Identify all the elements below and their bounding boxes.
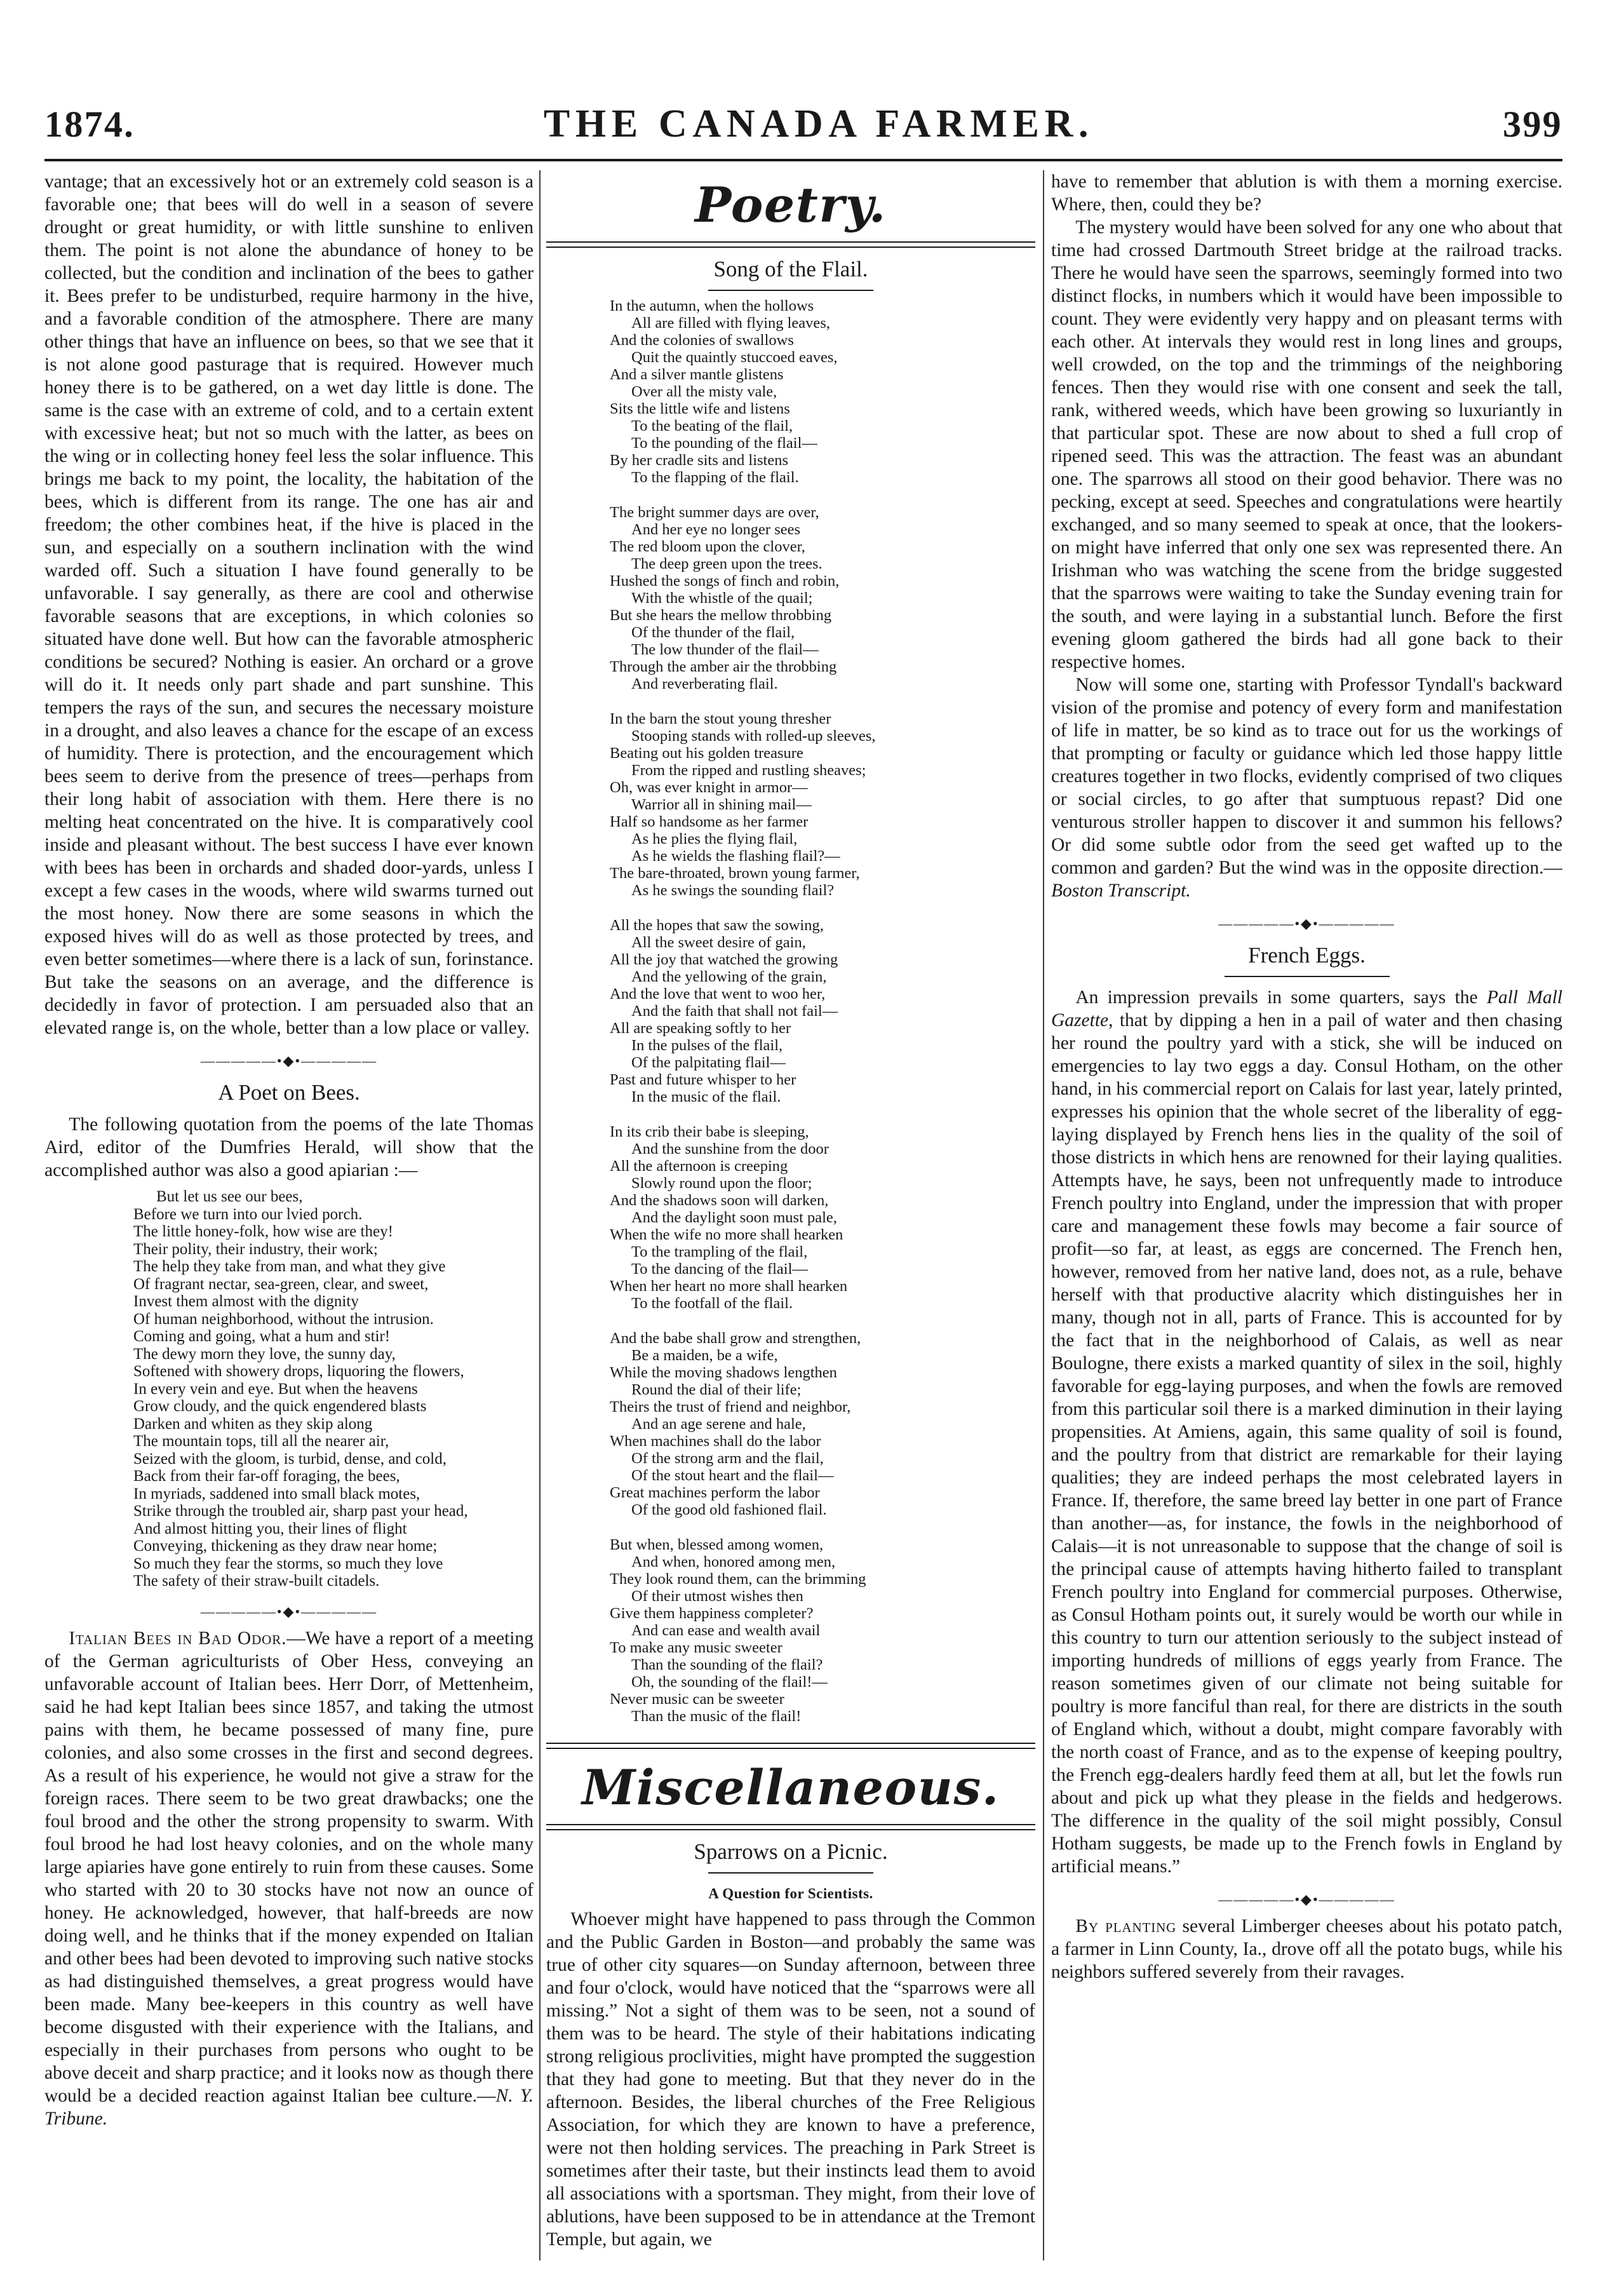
poem-line: Of the thunder of the flail, xyxy=(631,624,795,641)
poem-line: To the pounding of the flail— xyxy=(631,435,817,452)
verse-line: And almost hitting you, their lines of flight xyxy=(133,1520,407,1537)
verse-line: In myriads, saddened into small black motes, xyxy=(133,1485,420,1503)
poem-line: All are speaking softly to her xyxy=(610,1020,791,1037)
sparrows-paragraph-2: The mystery would have been solved for any one who about that time had crossed Dartmouth Street bridge at the railroad tracks. There he would have seen the sparrows, seemingly formed into two distinct flocks, in numbers which it would have been impossible to count. They were evidently very happy and on pleasant terms with each other. At intervals they would rest in long lines and groups, well crowded, on the top and the trimmings of the neighboring fences. Then they would rise with one consent and seek the tall, rank, withered weeds, which have been growing so luxuriantly in that particular spot. These are now about to shed a full crop of ripened seed. This was the attraction. The feast was an abundant one. The sparrows all stood on their good behavior. There was no pecking, except at seed. Speeches and congratulations were heartily exchanged, and so many seemed to speak at once, that the lookers-on might have inferred that only one sex was represented there. An Irishman who was watching the scene from the bridge suggested that the sparrows were waiting to take the Sunday evening train for the south, and were laying in a substantial lunch. Before the first evening gloom gathered the birds had all gone back to their respective homes. xyxy=(1051,217,1562,672)
poem-line: Of the good old fashioned flail. xyxy=(631,1501,827,1518)
section-ornament: —————•◆•————— xyxy=(200,1603,378,1619)
poem-title-rule xyxy=(708,290,873,291)
poem-line: And the daylight soon must pale, xyxy=(631,1209,837,1226)
sparrows-continued: have to remember that ablution is with them a morning exercise. Where, then, could they be? xyxy=(1051,172,1562,215)
italian-bees-item xyxy=(44,1627,534,2130)
column-rule-1 xyxy=(539,170,541,2260)
verse-line: Softened with showery drops, liquoring the flowers, xyxy=(133,1363,464,1380)
column-rule-2 xyxy=(1043,170,1044,2260)
poem-line: Than the sounding of the flail? xyxy=(631,1656,823,1673)
poem-line: In its crib their babe is sleeping, xyxy=(610,1123,809,1140)
poem-line: And the sunshine from the door xyxy=(631,1140,829,1158)
sparrows-source: Boston Transcript. xyxy=(1051,881,1191,901)
verse-line: The little honey-folk, how wise are they! xyxy=(133,1223,393,1240)
poem-line: And a silver mantle glistens xyxy=(610,366,784,383)
poem-line: All the sweet desire of gain, xyxy=(631,934,806,951)
verse-line: Grow cloudy, and the quick engendered blasts xyxy=(133,1398,427,1415)
verse-line: Darken and whiten as they skip along xyxy=(133,1415,373,1433)
poem-stanza xyxy=(610,917,1035,1105)
column-1 xyxy=(44,170,534,2267)
poem-line: All are filled with flying leaves, xyxy=(631,314,830,332)
poem-line: And when, honored among men, xyxy=(631,1553,836,1570)
poem-line: And reverberating flail. xyxy=(631,675,778,692)
poem-line: To the beating of the flail, xyxy=(631,417,793,435)
song-of-the-flail xyxy=(610,297,1035,1725)
poem-line: Through the amber air the throbbing xyxy=(610,658,837,675)
poem-line: The deep green upon the trees. xyxy=(631,555,823,572)
poem-line: But she hears the mellow throbbing xyxy=(610,607,832,624)
poem-line: By her cradle sits and listens xyxy=(610,452,789,469)
poem-line: When her heart no more shall hearken xyxy=(610,1278,848,1295)
poem-line: To make any music sweeter xyxy=(610,1639,782,1656)
pall-mall-gazette: Pall Mall Gazette xyxy=(1051,987,1562,1030)
poem-stanza xyxy=(610,710,1035,899)
running-header xyxy=(44,95,1562,152)
poem-line: The bright summer days are over, xyxy=(610,504,819,521)
bees-verse xyxy=(133,1188,534,1590)
verse-line: Their polity, their industry, their work; xyxy=(133,1240,378,1258)
limburger-lead: By planting xyxy=(1075,1916,1177,1936)
poem-line: Quit the quaintly stuccoed eaves, xyxy=(631,349,838,366)
poem-line: In the music of the flail. xyxy=(631,1088,781,1105)
header-rule xyxy=(44,159,1562,161)
poem-line: Great machines perform the labor xyxy=(610,1484,820,1501)
verse-line: Seized with the gloom, is turbid, dense, and cold, xyxy=(133,1450,447,1468)
page-number: 399 xyxy=(1503,103,1562,145)
poem-line: With the whistle of the quail; xyxy=(631,590,813,607)
poem-line: As he plies the flying flail, xyxy=(631,830,798,847)
poem-line: And the colonies of swallows xyxy=(610,332,794,349)
poem-title: Song of the Flail. xyxy=(713,257,868,281)
poem-line: Of the strong arm and the flail, xyxy=(631,1450,824,1467)
poem-line: As he wields the flashing flail?— xyxy=(631,847,840,865)
poem-line: And the babe shall grow and strengthen, xyxy=(610,1330,861,1347)
verse-line: Back from their far-off foraging, the bees, xyxy=(133,1468,400,1485)
sparrows-subheading: A Question for Scientists. xyxy=(708,1886,873,1901)
poem-line: And the love that went to woo her, xyxy=(610,985,826,1003)
french-eggs-article xyxy=(1051,986,1562,1878)
verse-line: Of fragrant nectar, sea-green, clear, and sweet, xyxy=(133,1275,429,1293)
header-year: 1874. xyxy=(44,103,135,145)
poem-line: Round the dial of their life; xyxy=(631,1381,802,1398)
poem-line: Never music can be sweeter xyxy=(610,1691,784,1708)
poem-line: In the autumn, when the hollows xyxy=(610,297,814,314)
section-ornament: —————•◆•————— xyxy=(1218,1891,1395,1907)
poem-line: All the joy that watched the growing xyxy=(610,951,838,968)
poem-line: To the trampling of the flail, xyxy=(631,1243,808,1260)
french-eggs-text-2: , that by dipping a hen in a pail of water and then chasing her round the poultry yard with a stick, she will be induced on emergencies to lay two eggs a day. Consul Hotham, on the other hand, in his commercial report on Calais for last year, lately printed, expresses his opinion that the whole secret of the liberality of egg-laying displayed by French hens lies in the quality of the soil of those districts in which hens are renowned for their laying qualities. Attempts have, he says, been not unfrequently made to introduce French poultry into England, under the impression that with proper care and management these fowls may become a fair source of profit—so far, at least, as eggs are concerned. The French hen, however, removed from her native land, does not, as a rule, behave herself with that productive alacrity which distinguishes her in many, though not in all, parts of France. This is accounted for by the fact that in the neighborhood of Calais, as well as near Boulogne, there exists a marked quantity of silex in the soil, highly favorable for egg-laying purposes, and when the fowls are removed from this particular soil there is a marked diminution in their laying propensities. At Amiens, again, this same quality of soil is found, and the poultry from that district are remarkable for their laying qualities; they are indeed perhaps the most celebrated layers in France. If, therefore, the same breed lay better in one part of France than another—as, for instance, the fowls in the neighborhood of Calais—it is not unreasonable to suppose that the change of soil is the principal cause of attempts having hitherto failed to transplant French poultry into England for commercial purposes. Otherwise, as Consul Hotham points out, it surely would be worth our while in this country to turn our attention seriously to the subject instead of importing hundreds of millions of eggs yearly from France. The reason sometimes given of our climate not being suitable for poultry is more fanciful than real, for there are districts in the south of England which, without a doubt, might compare favorably with the north coast of France, and as to the expense of keeping poultry, the French egg-dealers hardly feed them at all, but let the fowls run about and pick up what they please in the fields and hedgerows. The difference in the quality of the soil might possibly, Consul Hotham suggests, be made up to the French fowls in England by artificial means.” xyxy=(1051,1010,1562,1877)
poem-line: When machines shall do the labor xyxy=(610,1433,821,1450)
poem-line: From the ripped and rustling sheaves; xyxy=(631,762,866,779)
poetry-rule xyxy=(546,241,1035,248)
miscellaneous-rule-bottom xyxy=(546,1824,1035,1830)
verse-line: Of human neighborhood, without the intrusion. xyxy=(133,1310,434,1328)
poem-line: Give them happiness completer? xyxy=(610,1605,814,1622)
french-eggs-heading-rule xyxy=(1225,976,1390,977)
poem-line: Oh, was ever knight in armor— xyxy=(610,779,808,796)
poem-line: Of the stout heart and the flail— xyxy=(631,1467,834,1484)
poem-stanza xyxy=(610,1330,1035,1518)
sparrows-heading-rule xyxy=(708,1872,873,1874)
italian-bees-source: N. Y. Tribune. xyxy=(44,2085,534,2129)
poem-line: The low thunder of the flail— xyxy=(631,641,819,658)
verse-line: So much they fear the storms, so much they love xyxy=(133,1555,443,1572)
poem-line: The bare-throated, brown young farmer, xyxy=(610,865,860,882)
poem-line: Sits the little wife and listens xyxy=(610,400,790,417)
poem-line: In the pulses of the flail, xyxy=(631,1037,783,1054)
section-ornament: —————•◆•————— xyxy=(200,1053,378,1069)
poem-line: Past and future whisper to her xyxy=(610,1071,796,1088)
poem-line: Of the palpitating flail— xyxy=(631,1054,786,1071)
section-ornament: —————•◆•————— xyxy=(1218,915,1395,931)
sparrows-paragraph-3-text: Now will some one, starting with Professor Tyndall's backward vision of the promise and potency of every form and manifestation of life in matter, be so kind as to trace out for us the workings of that prompting or faculty or guidance which led those happy little creatures together in two flocks, evidently comprised of two cliques or social circles, to go after that sumptuous repast? Did one venturous stroller happen to discover it and summon his fellows? Or did some subtle odor from the seed get wafted up to the common and garden? But the wind was in the opposite direction.— xyxy=(1051,675,1562,878)
poem-line: Of their utmost wishes then xyxy=(631,1588,803,1605)
poem-line: They look round them, can the brimming xyxy=(610,1570,866,1588)
verse-line: Invest them almost with the dignity xyxy=(133,1293,359,1310)
verse-line: Before we turn into our lvied porch. xyxy=(133,1205,363,1223)
poem-line: Than the music of the flail! xyxy=(631,1708,802,1725)
verse-line: The dewy morn they love, the sunny day, xyxy=(133,1345,396,1363)
poem-stanza xyxy=(610,1536,1035,1725)
poem-line: To the flapping of the flail. xyxy=(631,469,799,486)
verse-line: In every vein and eye. But when the heavens xyxy=(133,1380,418,1398)
verse-line: Conveying, thickening as they draw near home; xyxy=(133,1537,438,1555)
poem-line: While the moving shadows lengthen xyxy=(610,1364,837,1381)
poem-line: But when, blessed among women, xyxy=(610,1536,824,1553)
poem-line: Warrior all in shining mail— xyxy=(631,796,812,813)
poem-line: Beating out his golden treasure xyxy=(610,745,803,762)
french-eggs-heading: French Eggs. xyxy=(1248,943,1366,968)
poem-line: Theirs the trust of friend and neighbor, xyxy=(610,1398,851,1415)
verse-line: Strike through the troubled air, sharp past your head, xyxy=(133,1503,468,1520)
poem-line: The red bloom upon the clover, xyxy=(610,538,805,555)
limburger-item xyxy=(1051,1915,1562,1983)
poem-stanza xyxy=(610,504,1035,692)
poem-stanza xyxy=(610,297,1035,486)
bees-article-continued: vantage; that an excessively hot or an extremely cold season is a favorable one; that bees will do well in a season of severe drought or great humidity, or with little sunshine to enliven them. The point is not alone the abundance of honey to be collected, but the condition and inclination of the bees to gather it. Bees prefer to be undisturbed, require harmony in the hive, and a favorable condition of the atmosphere. There are many other things that have an influence on bees, so that we see that it is not alone good pasturage that is required. However much honey there is to be gathered, on a wet day little is done. The same is the case with an extreme of cold, and to a certain extent with excessive heat; but not so much with the latter, as bees on the wing or in collecting honey feel less the solar influence. This brings me back to my point, the locality, the habitation of the bees, which is different from its range. The one has air and freedom; the other combines heat, if the hive is placed in the sun, and especially on a southern inclination with the wind warded off. Such a situation I have found generally to be unfavorable. I say generally, as there are cool and otherwise favorable seasons that are exceptions, in which colonies so situated have done well. But how can the favorable atmospheric conditions be secured? Nothing is easier. An orchard or a grove will do it. It needs only part shade and part sunshine. This tempers the rays of the sun, and secures the necessary moisture in a drought, and also leaves a chance for the escape of an excess of humidity. There is protection, and the encouragement which bees seem to derive from the presence of trees—perhaps from their long habit of association with them. Here there is no melting heat concentrated on the hive. It is comparatively cool inside and pleasant without. The best success I have ever known with bees has been in orchards and shaded door-yards, unless I except a few cases in the woods, where wild swarms turned out the most honey. Now there are some seasons in which the exposed hives will do as well as those protected by trees, and even better sometimes—where there is a lack of sun, forinstance. But take the seasons on an average, and the difference is decidedly in favor of protection. I am persuaded also that an elevated range is, on the whole, better than a low place or valley. xyxy=(44,172,534,1038)
poem-line: As he swings the sounding flail? xyxy=(631,882,835,899)
column-2 xyxy=(546,170,1035,2267)
poem-line: Half so handsome as her farmer xyxy=(610,813,809,830)
poem-line: In the barn the stout young thresher xyxy=(610,710,831,727)
sparrows-article: Whoever might have happened to pass through the Common and the Public Garden in Boston—and probably the same was true of other city squares—on Sunday afternoon, between three and four o'clock, would have noticed that the “sparrows were all missing.” Not a sight of them was to be seen, not a sound of them was to be heard. The style of their habitations indicating strong religious proclivities, might have prompted the suggestion that they had gone to meeting. But that they never do in the afternoon. Besides, the liberal churches of the Free Religious Association, for which they are known to have a preference, were not then holding services. The preaching in Park Street is sometimes after their taste, but their instincts lead them to avoid all associations with a sportsman. They might, from their love of ablutions, have been supposed to be in attendance at the Tremont Temple, but again, we xyxy=(546,1909,1035,2250)
poem-line: All the hopes that saw the sowing, xyxy=(610,917,824,934)
poem-line: Oh, the sounding of the flail!— xyxy=(631,1673,828,1691)
poem-line: And her eye no longer sees xyxy=(631,521,801,538)
poem-line: To the footfall of the flail. xyxy=(631,1295,793,1312)
poetry-heading: Poetry. xyxy=(695,177,887,233)
poem-line: And the shadows soon will darken, xyxy=(610,1192,829,1209)
poem-line: To the dancing of the flail— xyxy=(631,1260,808,1278)
poem-line: And the faith that shall not fail— xyxy=(631,1003,838,1020)
french-eggs-text-1: An impression prevails in some quarters, says the xyxy=(1075,987,1487,1008)
poem-line: Slowly round upon the floor; xyxy=(631,1175,812,1192)
poem-line: Stooping stands with rolled-up sleeves, xyxy=(631,727,876,745)
poem-line: Over all the misty vale, xyxy=(631,383,777,400)
poet-on-bees-intro: The following quotation from the poems of the late Thomas Aird, editor of the Dumfries Herald, will show that the accomplished author was also a good apiarian :— xyxy=(44,1114,534,1180)
poem-line: Hushed the songs of finch and robin, xyxy=(610,572,840,590)
publication-title: THE CANADA FARMER. xyxy=(543,102,1094,145)
poet-on-bees-heading: A Poet on Bees. xyxy=(218,1080,360,1105)
miscellaneous-heading: Miscellaneous. xyxy=(582,1759,1000,1816)
poem-line: And the yellowing of the grain, xyxy=(631,968,827,985)
poem-line: When the wife no more shall hearken xyxy=(610,1226,843,1243)
verse-line: The safety of their straw-built citadels. xyxy=(133,1572,380,1590)
sparrows-paragraph-3 xyxy=(1051,673,1562,902)
poem-line: And an age serene and hale, xyxy=(631,1415,806,1433)
verse-line: Coming and going, what a hum and stir! xyxy=(133,1328,391,1345)
sparrows-heading: Sparrows on a Picnic. xyxy=(694,1839,888,1864)
poem-line: Be a maiden, be a wife, xyxy=(631,1347,778,1364)
italian-bees-lead: Italian Bees in Bad Odor. xyxy=(69,1628,287,1649)
poem-stanza xyxy=(610,1123,1035,1312)
poem-line: All the afternoon is creeping xyxy=(610,1158,788,1175)
verse-line: The mountain tops, till all the nearer air, xyxy=(133,1433,389,1450)
verse-line: But let us see our bees, xyxy=(156,1188,303,1205)
verse-line: The help they take from man, and what they give xyxy=(133,1258,446,1275)
italian-bees-body: —We have a report of a meeting of the German agriculturists of Ober Hess, conveying an unfavorable account of Italian bees. Herr Dorr, of Mettenheim, said he had kept Italian bees since 1857, and taking the utmost pains with them, he became possessed of many fine, pure colonies, and also some crosses in the first and second degrees. As a result of his experience, he would not give a straw for the foreign races. There seem to be two great drawbacks; one the foul brood and the other the strong propensity to swarm. With foul brood he had lost heavy colonies, and on the whole many large apiaries have gone entirely to ruin from these causes. Some who started with 20 to 30 stocks have not now an ounce of honey. He acknowledged, however, that half-breeds are now doing well, and he thinks that if the money expended on Italian and other bees had been devoted to improving such native stocks as had distinguished themselves, a great progress would have been made. Many bee-keepers in this country as well have become disgusted with their experience with the Italians, and especially in their purchases from persons who ought to be above deceit and sharp practice; and it looks now as though there would be a decided reaction against Italian bee culture.— xyxy=(44,1628,534,2106)
poem-line: And can ease and wealth avail xyxy=(631,1622,821,1639)
limburger-body: several Limberger cheeses about his potato patch, a farmer in Linn County, Ia., drove off all the potato bugs, while his neighbors suffered severely from their ravages. xyxy=(1051,1916,1562,1982)
miscellaneous-rule xyxy=(546,1743,1035,1749)
column-3 xyxy=(1051,170,1562,2267)
